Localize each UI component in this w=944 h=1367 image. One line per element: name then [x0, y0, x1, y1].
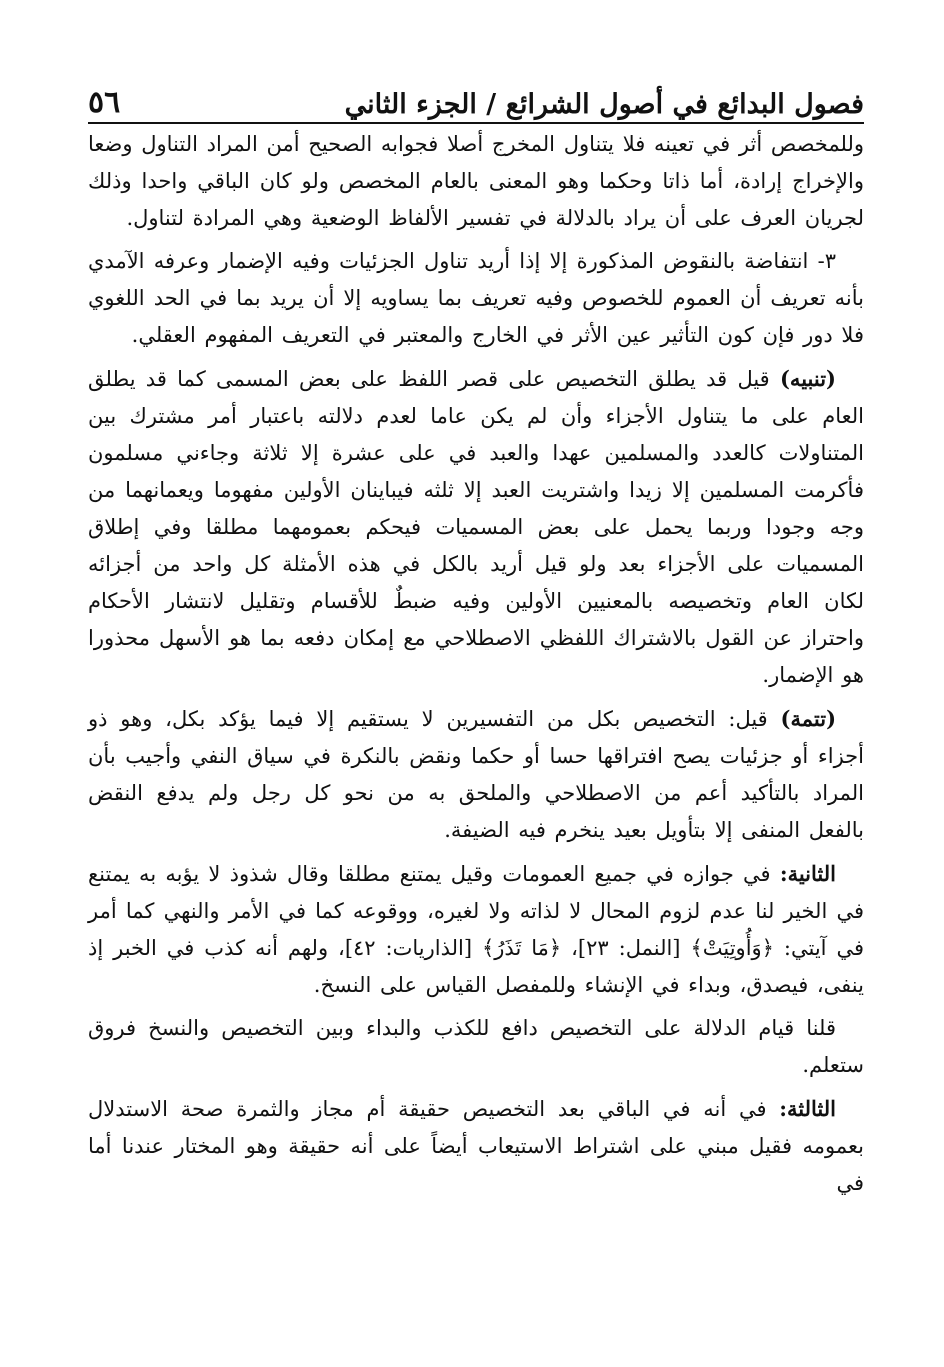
paragraph-1: [88, 126, 864, 237]
body-text: [88, 126, 864, 1208]
page-number: ٥٦: [88, 85, 121, 120]
paragraph-tatimma: [88, 700, 864, 849]
paragraph-second-text: في جوازه في جميع العمومات وقيل يمتنع مطلقا وقال شذوذ لا يؤبه به يمتنع في الخير لنا عدم لزوم المحال لا لذاته ولا لغيره، ووقوعه كما في الأمر والنهي كما أمر في آيتي: ﴿وَأُوتِيَتْ﴾ [النمل: ٢٣]، ﴿مَا تَذَرُ﴾ [الذاريات: ٤٢]، ولهم أنه كذب في الخبر إذ ينفى، فيصدق، وبداء في الإنشاء وللمفصل القياس على النسخ.: [88, 862, 865, 997]
paragraph-1-text: وللمخصص أثر في تعينه فلا يتناول المخرج أصلا فجوابه الصحيح أمن المراد التناول وضعا والإخراج إرادة، أما ذاتا وحكما وهو المعنى بالعام المخصص ولو كان الباقي واحدا وذلك لجريان العرف على أن يراد بالدلالة في تفسير الألفاظ الوضعية وهي المرادة لتناول.: [88, 132, 864, 230]
paragraph-second: [88, 855, 864, 1004]
paragraph-tatimma-text: قيل: التخصيص بكل من التفسيرين لا يستقيم إلا فيما يؤكد بكل، وهو ذو أجزاء أو جزئيات يصح افتراقها حسا أو حكما ونقض بالنكرة في سياق النفي وأجيب بأن المراد بالتأكيد أعم من الاصطلاحي والملحق به من نحو كل رجل ولم يدفع النقض بالفعل المنفى إلا بتأويل بعيد ينخرم فيه الضيفة.: [88, 707, 864, 842]
paragraph-tanbih-text: قيل قد يطلق التخصيص على قصر اللفظ على بعض المسمى كما قد يطلق العام على ما يتناول الأجزاء وأن لم يكن عاما لعدم دلالته باعتبار أمر مشترك بين المتناولات كالعدد والمسلمين عهدا والعبد في على عشرة إلا ثلاثة وجاءني مسلمون فأكرمت المسلمين إلا زيدا واشتريت العبد إلا ثلثه فيباينان الأولين مفهوما ويعمانهما من وجه وجودا وربما يحمل على بعض المسميات فيحكم بعمومهما مطلقا وفي إطلاق المسميات على الأجزاء بعد ولو قيل أريد بالكل في هذه الأمثلة كل واحد من أجزائه لكان العام وتخصيصه بالمعنيين الأولين وفيه ضبطٌ للأقسام وتقليل لانتشار الأحكام واحتراز عن القول بالاشتراك اللفظي الاصطلاحي مع إمكان دفعه بما هو الأسهل محذورا هو الإضمار.: [88, 367, 864, 687]
paragraph-reply-text: قلنا قيام الدلالة على التخصيص دافع للكذب والبداء وبين التخصيص والنسخ فروق ستعلم.: [88, 1016, 864, 1077]
paragraph-third-text: في أنه في الباقي بعد التخصيص حقيقة أم مجاز والثمرة صحة الاستدلال بعمومه فقيل مبني على اشتراط الاستيعاب أيضاً على أنه حقيقة وهو المختار عندنا أما في: [88, 1097, 864, 1195]
paragraph-second-lead: الثانية:: [779, 861, 836, 886]
running-title: فصول البدائع في أصول الشرائع / الجزء الثاني: [344, 89, 864, 120]
paragraph-reply: [88, 1010, 864, 1084]
paragraph-tanbih-lead: (تنبيه): [780, 366, 836, 391]
paragraph-tanbih: [88, 360, 864, 694]
paragraph-2-text: ٣- انتفاضة بالنقوض المذكورة إلا إذا أريد تناول الجزئيات وفيه الإضمار وعرفه الآمدي بأنه تعريف أن العموم للخصوص وفيه تعريف بما يساويه إلا أن يريد بما في الحد اللغوي فلا دور فإن كون التأثير عين الأثر في الخارج والمعتبر في التعريف المفهوم العقلي.: [88, 249, 864, 347]
paragraph-2: [88, 243, 864, 354]
paragraph-tatimma-lead: (تتمة): [780, 706, 836, 731]
paragraph-third-lead: الثالثة:: [779, 1096, 836, 1121]
page-header: [88, 72, 864, 124]
paragraph-third: [88, 1090, 864, 1202]
document-page: [88, 0, 864, 1367]
